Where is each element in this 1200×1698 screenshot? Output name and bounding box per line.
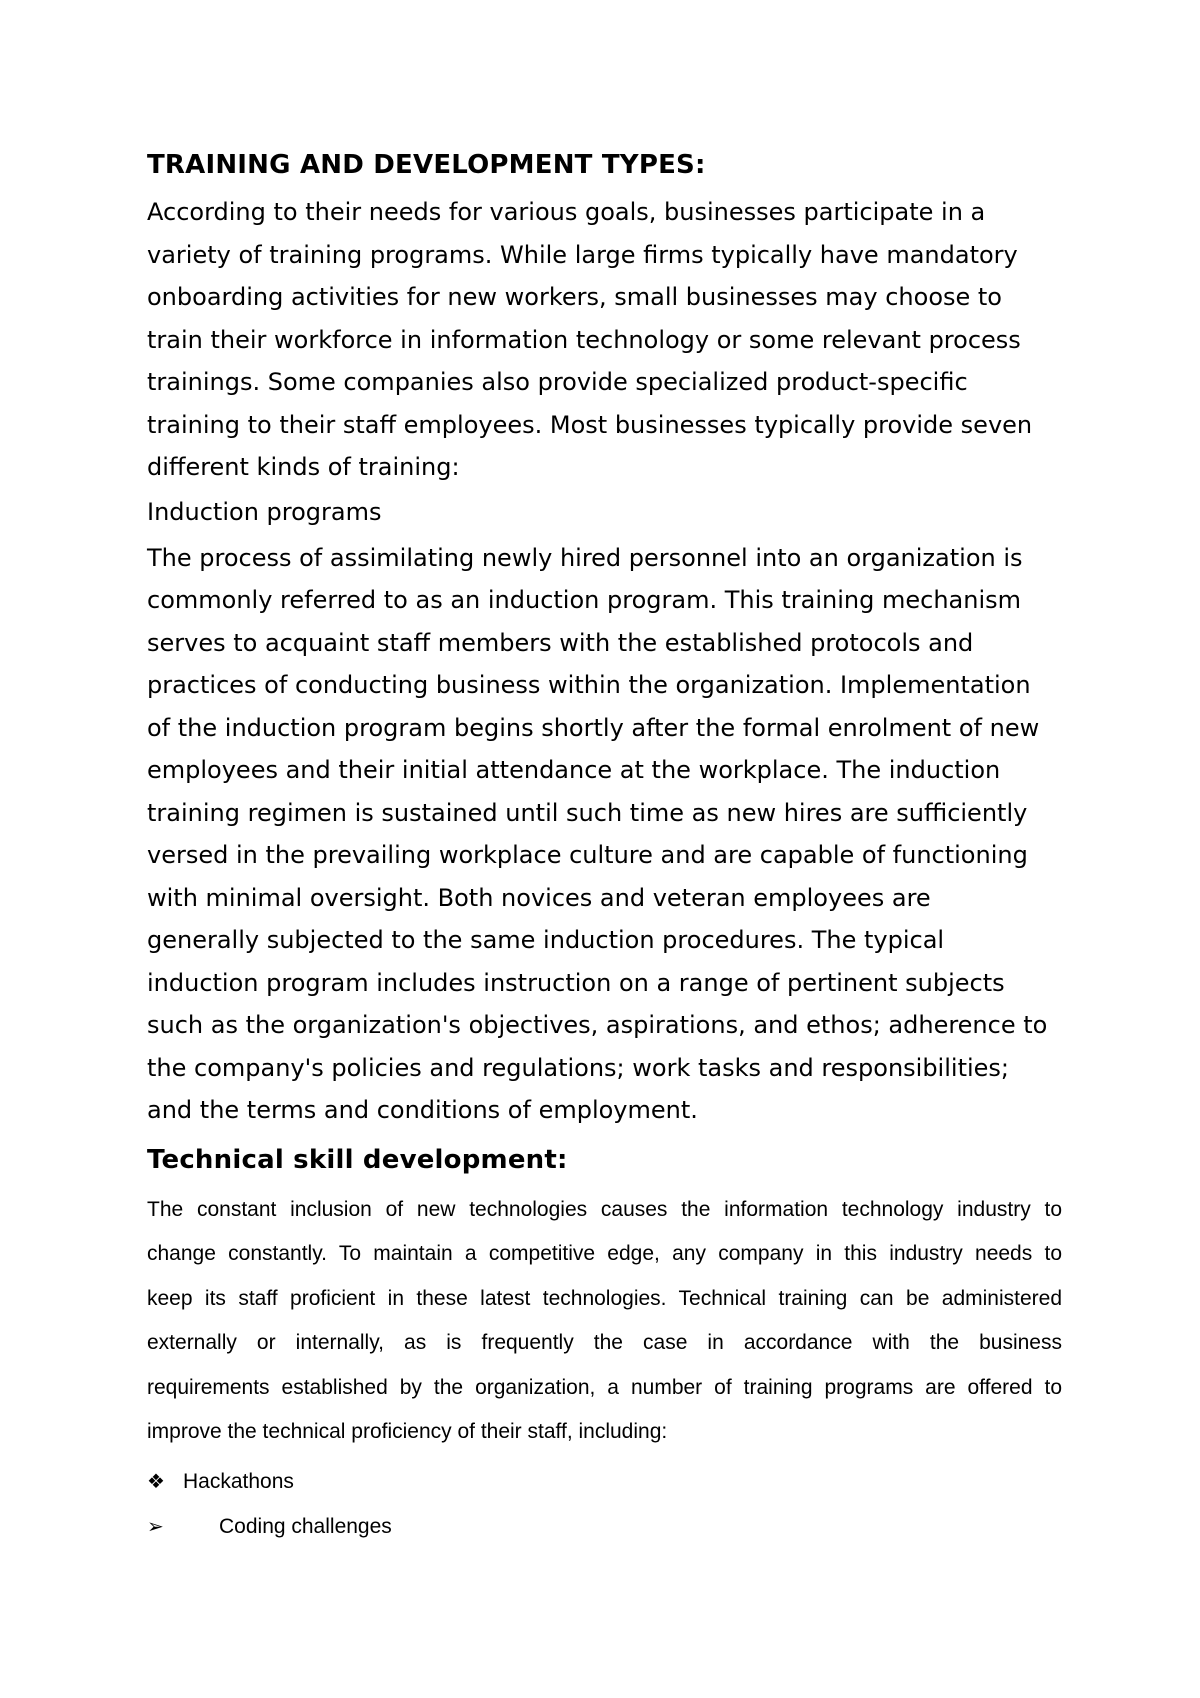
- intro-line: train their workforce in information technology or some relevant process: [147, 325, 1021, 354]
- technical-line: requirements established by the organization, a number of training programs are offered to: [147, 1375, 1062, 1399]
- technical-paragraph: [147, 1188, 1062, 1455]
- list-item-text: Coding challenges: [219, 1514, 392, 1538]
- document-content: [147, 147, 1067, 1549]
- list-item: [147, 1504, 1067, 1549]
- diamond-bullet-icon: ❖: [147, 1470, 165, 1493]
- induction-heading: Induction programs: [147, 497, 382, 526]
- intro-line: variety of training programs. While large firms typically have mandatory: [147, 240, 1018, 269]
- induction-line: induction program includes instruction on a range of pertinent subjects: [147, 968, 1005, 997]
- intro-line: different kinds of training:: [147, 453, 460, 481]
- induction-line: The process of assimilating newly hired personnel into an organization is: [147, 543, 1023, 572]
- induction-line: and the terms and conditions of employment.: [147, 1096, 698, 1124]
- induction-line: versed in the prevailing workplace culture and are capable of functioning: [147, 841, 1028, 869]
- induction-line: generally subjected to the same induction procedures. The typical: [147, 926, 945, 954]
- intro-paragraph: [147, 191, 1067, 489]
- induction-line: commonly referred to as an induction program. This training mechanism: [147, 586, 1021, 614]
- technical-line: keep its staff proficient in these latest technologies. Technical training can be administered: [147, 1286, 1062, 1310]
- technical-line: The constant inclusion of new technologies causes the information technology industry to: [147, 1197, 1062, 1221]
- induction-line: training regimen is sustained until such time as new hires are sufficiently: [147, 798, 1028, 827]
- technical-heading: Technical skill development:: [147, 1144, 568, 1175]
- intro-line: According to their needs for various goals, businesses participate in a: [147, 198, 986, 226]
- list-item-text: Hackathons: [183, 1469, 294, 1493]
- technical-line: change constantly. To maintain a competitive edge, any company in this industry needs to: [147, 1242, 1062, 1265]
- induction-line: of the induction program begins shortly after the formal enrolment of new: [147, 713, 1040, 742]
- document-title: TRAINING AND DEVELOPMENT TYPES:: [147, 150, 706, 180]
- technical-line: externally or internally, as is frequently the case in accordance with the business: [147, 1331, 1062, 1354]
- induction-line: serves to acquaint staff members with the established protocols and: [147, 628, 974, 657]
- induction-line: such as the organization's objectives, aspirations, and ethos; adherence to: [147, 1011, 1048, 1039]
- arrow-bullet-icon: ➢: [147, 1515, 164, 1538]
- intro-line: trainings. Some companies also provide specialized product-specific: [147, 368, 968, 396]
- induction-paragraph: [147, 537, 1067, 1132]
- training-program-list: [147, 1459, 1067, 1549]
- induction-line: with minimal oversight. Both novices and veteran employees are: [147, 883, 931, 912]
- induction-line: the company's policies and regulations; work tasks and responsibilities;: [147, 1053, 1009, 1082]
- intro-line: onboarding activities for new workers, small businesses may choose to: [147, 283, 1002, 311]
- technical-line: improve the technical proficiency of their staff, including:: [147, 1420, 668, 1443]
- induction-line: employees and their initial attendance at the workplace. The induction: [147, 756, 1001, 784]
- induction-line: practices of conducting business within the organization. Implementation: [147, 671, 1031, 699]
- list-item: [147, 1459, 1067, 1504]
- intro-line: training to their staff employees. Most businesses typically provide seven: [147, 410, 1033, 439]
